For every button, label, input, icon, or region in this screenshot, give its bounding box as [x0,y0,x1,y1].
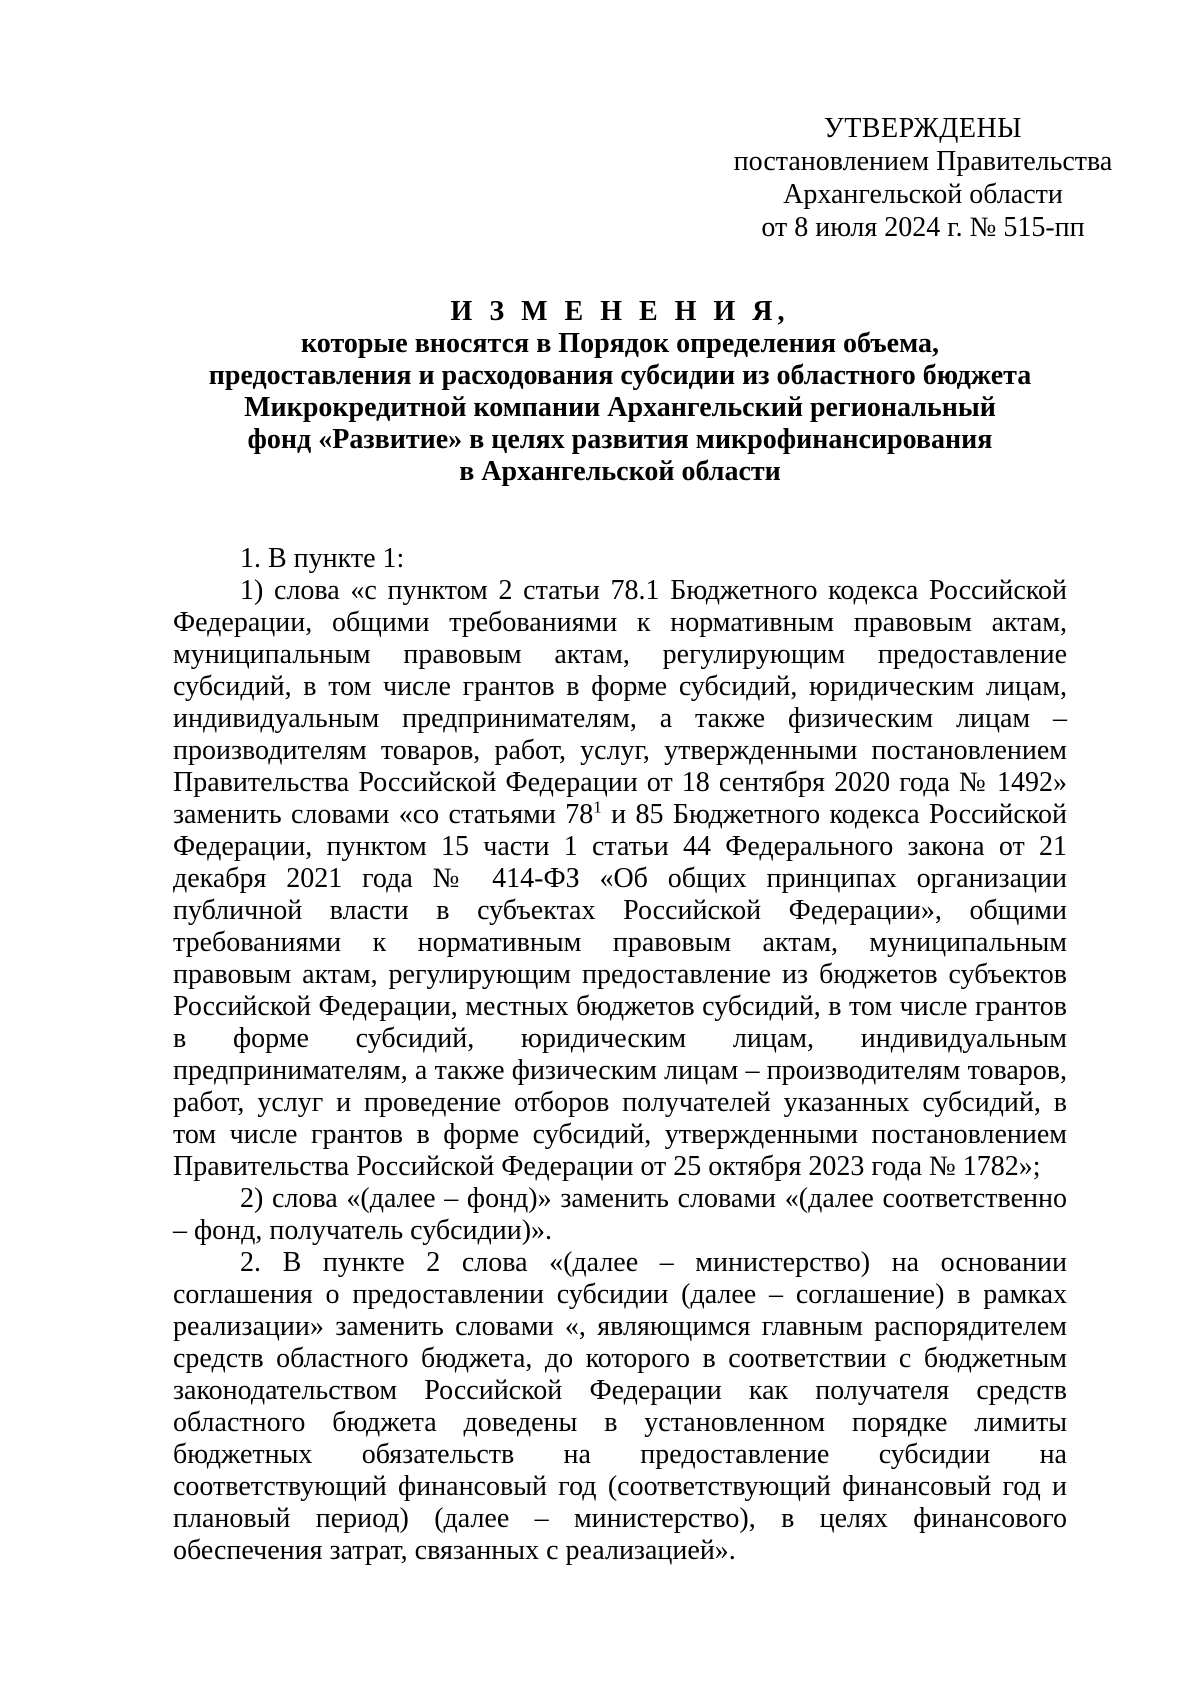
paragraph-1-1 [173,575,1067,1183]
paragraph-text: и 85 Бюджетного кодекса Российской Федерации, пунктом 15 части 1 статьи 44 Федерального закона от 21 декабря 2021 года № 414-ФЗ «Об общих принципах организации публичной власти в субъектах Российской Федерации», общими требованиями к нормативным правовым актам, муниципальным правовым актам, регулирующим предоставление из бюджетов субъектов Российской Федерации, местных бюджетов субсидий, в том числе грантов в форме субсидий, юридическим лицам, индивидуальным предпринимателям, а также физическим лицам – производителям товаров, работ, услуг и проведение отборов получателей указанных субсидий, в том числе грантов в форме субсидий, утвержденными постановлением Правительства Российской Федерации от 25 октября 2023 года № 1782»; [173,799,1068,1182]
title-heading: И З М Е Н Е Н И Я, [450,296,790,327]
approval-region: Архангельской области [783,179,1063,210]
approval-stamp [713,112,1133,244]
approval-date: от 8 июля 2024 г. № 515-пп [761,212,1085,243]
document-body [173,543,1067,1567]
paragraph-2: 2. В пункте 2 слова «(далее – министерство) на основании соглашения о предоставлении субсидии (далее – соглашение) в рамках реализации» заменить словами «, являющимся главным распорядителем средств областного бюджета, до которого в соответствии с бюджетным законодательством Российской Федерации как получателя средств областного бюджета доведены в установленном порядке лимиты бюджетных обязательств на предоставление субсидии на соответствующий финансовый год (соответствующий финансовый год и плановый период) (далее – министерство), в целях финансового обеспечения затрат, связанных с реализацией». [173,1247,1067,1566]
paragraph-text: 1) слова «с пунктом 2 статьи 78.1 Бюджетного кодекса Российской Федерации, общими требованиями к нормативным правовым актам, муниципальным правовым актам, регулирующим предоставление субсидий, в том числе грантов в форме субсидий, юридическим лицам, индивидуальным предпринимателям, а также физическим лицам – производителям товаров, работ, услуг, утвержденными постановлением Правительства Российской Федерации от 18 сентября 2020 года № 1492» заменить словами «со статьями 78 [173,575,1067,830]
superscript: 1 [593,797,602,817]
title-line: которые вносятся в Порядок определения объема, [301,328,939,359]
title-line: Микрокредитной компании Архангельский региональный [244,392,996,423]
title-line: фонд «Развитие» в целях развития микрофинансирования [247,424,993,455]
title-line: в Архангельской области [459,456,781,487]
approval-decree: постановлением Правительства [733,146,1113,177]
paragraph-1-2: 2) слова «(далее – фонд)» заменить словами «(далее соответственно – фонд, получатель субсидии)». [173,1183,1067,1246]
approval-heading: УТВЕРЖДЕНЫ [823,113,1023,144]
title-line: предоставления и расходования субсидии из областного бюджета [208,360,1032,391]
document-title [173,296,1067,488]
paragraph-1: 1. В пункте 1: [240,543,405,574]
